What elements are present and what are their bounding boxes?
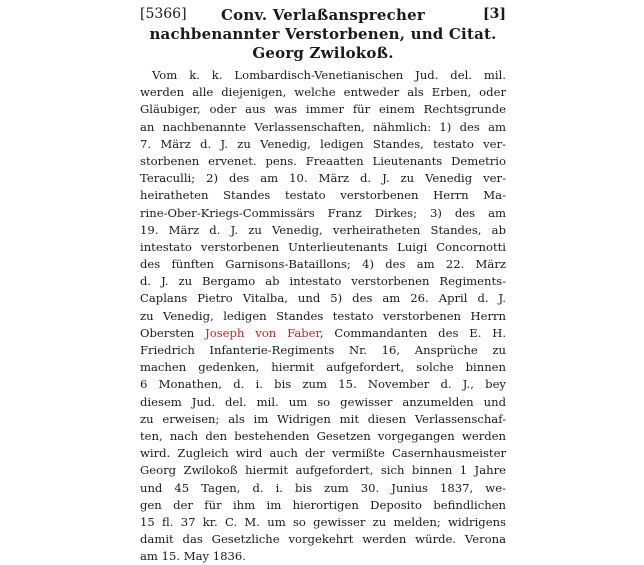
- body-line: am 15. May 1836.: [140, 549, 246, 564]
- notice-column: [140, 4, 507, 564]
- body-line: damit das Gesetzliche vorgekehrt werden würde. Verona: [140, 532, 506, 547]
- body-line: Vom k. k. Lombardisch-Venetianischen Jud. del. mil.: [152, 68, 506, 82]
- line-text: , Commandanten des E. H.: [319, 325, 507, 340]
- body-line: 6 Monathen, d. i. bis zum 15. November d. J., bey: [140, 377, 506, 392]
- body-line: zu Venedig, ledigen Standes testato verstorbenen Herrn: [140, 308, 506, 323]
- body-line: Gläubiger, oder aus was immer für einem Rechtsgrunde: [140, 102, 506, 117]
- title-line-2: nachbenannter Verstorbenen, und Citat.: [149, 25, 497, 43]
- notice-header: [140, 4, 506, 64]
- highlighted-name: Joseph von Faber: [205, 325, 320, 340]
- body-line: heiratheten Standes testato verstorbenen Herrn Ma-: [140, 188, 506, 203]
- body-line: ten, nach den bestehenden Gesetzen vorgegangen werden: [140, 428, 506, 443]
- body-line: storbenen ervenet. pens. Freaatten Lieutenants Demetrio: [140, 153, 506, 168]
- body-line: Georg Zwilokoß hiermit aufgefordert, sich binnen 1 Jahre: [140, 463, 506, 478]
- body-line: und 45 Tagen, d. i. bis zum 30. Junius 1837, we-: [140, 480, 506, 495]
- body-line-with-name: [140, 325, 506, 342]
- body-line: d. J. zu Bergamo ab intestato verstorbenen Regiments-: [140, 274, 506, 289]
- body-line: 15 fl. 37 kr. C. M. um so gewisser zu melden; widrigens: [140, 514, 506, 529]
- title-line-3: Georg Zwilokoß.: [252, 44, 394, 62]
- body-line: zu erweisen; als im Widrigen mit diesen Verlassenschaf-: [140, 411, 506, 426]
- body-line: an nachbenannte Verlassenschaften, nähmlich: 1) des am: [140, 119, 506, 134]
- body-line: 19. März d. J. zu Venedig, verheiratheten Standes, ab: [140, 222, 506, 237]
- body-line: intestato verstorbenen Unterlieutenants Luigi Concornotti: [140, 239, 506, 254]
- notice-number: [5366]: [140, 6, 187, 22]
- body-line: wird. Zugleich wird auch der vermißte Casernhausmeister: [140, 446, 506, 461]
- body-line: Friedrich Infanterie-Regiments Nr. 16, Ansprüche zu: [140, 343, 506, 357]
- body-line: diesem Jud. del. mil. um so gewisser anzumelden und: [140, 394, 506, 409]
- body-line: des fünften Garnisons-Bataillons; 4) des am 22. März: [140, 257, 506, 272]
- body-line: werden alle diejenigen, welche entweder als Erben, oder: [140, 85, 506, 100]
- body-line: gen der für ihm im hierortigen Deposito befindlichen: [140, 497, 506, 512]
- body-line: 7. März d. J. zu Venedig, ledigen Standes, testato ver-: [140, 136, 506, 151]
- section-number: [3]: [483, 6, 506, 22]
- body-line: machen gedenken, hiermit aufgefordert, solche binnen: [140, 360, 506, 375]
- title-line-1: Conv. Verlaßansprecher: [221, 6, 425, 24]
- body-line: Teraculli; 2) des am 10. März d. J. zu Venedig ver-: [140, 171, 506, 186]
- body-line: rine-Ober-Kriegs-Commissärs Franz Dirkes; 3) des am: [140, 205, 506, 220]
- body-line: Caplans Pietro Vitalba, und 5) des am 26. April d. J.: [140, 291, 506, 306]
- line-text: Obersten: [140, 325, 206, 340]
- notice-body: [140, 67, 506, 565]
